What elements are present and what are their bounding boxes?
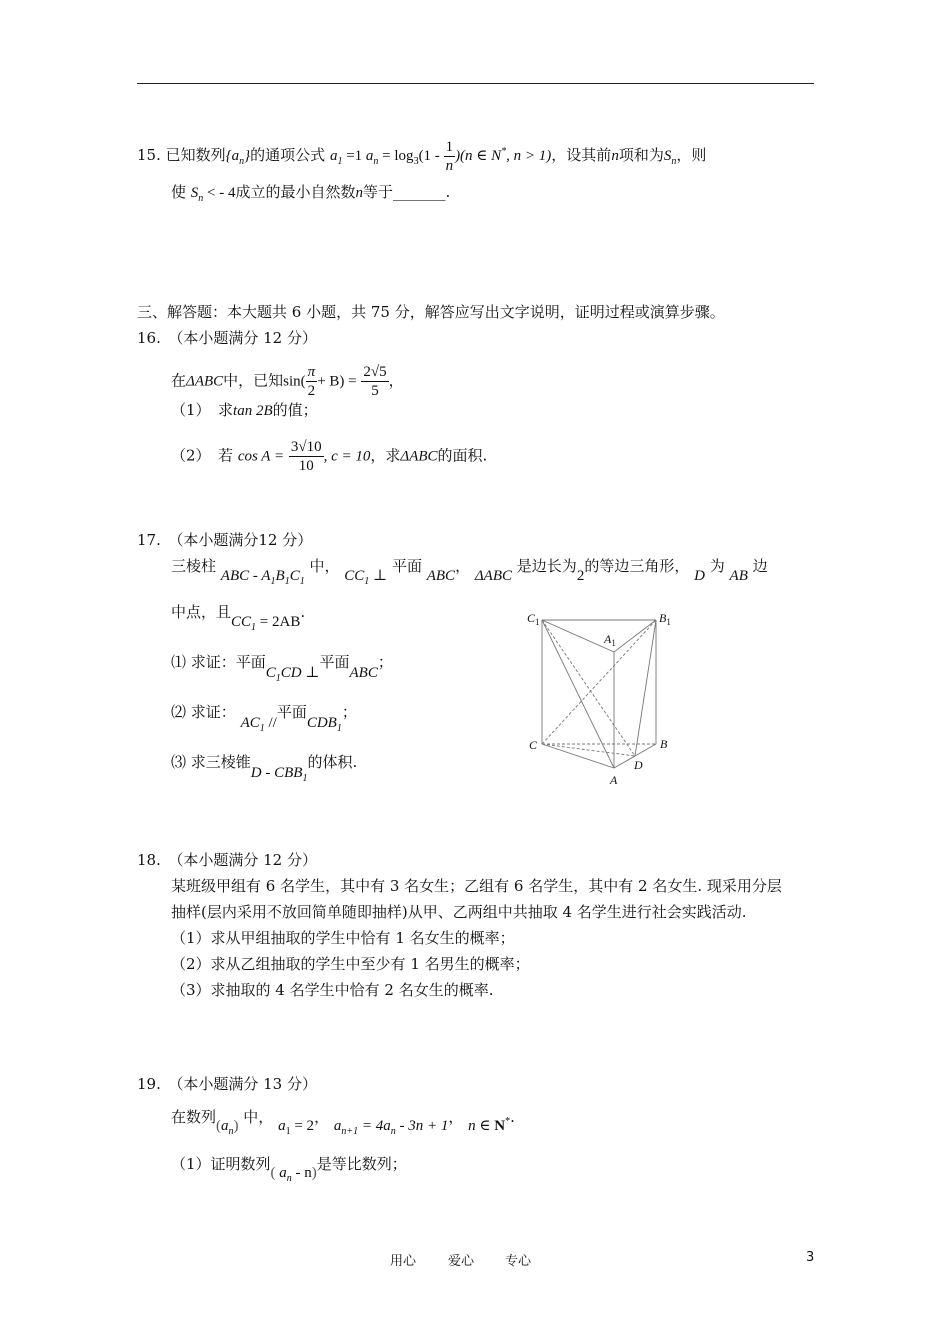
q17-prism: ABC - $A_1B_1C_1$: [220, 568, 305, 587]
q18-line1: 某班级甲组有 6 名学生，其中有 3 名女生；乙组有 6 名学生，其中有 2 名女生. 现采用分层: [171, 877, 782, 895]
q15-n-var: n: [611, 147, 619, 164]
q17-sub3: ⑶ 求三棱锥D - $CBB_1$的体积.: [171, 753, 358, 784]
q15-seq: $\{a_n\}$: [225, 147, 251, 167]
q18-line5: （3）求抽取的 4 名学生中恰有 2 名女生的概率.: [171, 981, 494, 999]
q15-condition: $S_n$ < - 4: [190, 185, 236, 204]
hidden-edge-c-d: [542, 744, 635, 756]
q15-text-3: ，设其前: [551, 145, 612, 164]
section-3-heading: 三、解答题：本大题共 6 小题，共 75 分，解答应写出文字说明，证明过程或演算步骤。: [137, 303, 725, 321]
q15-number: 15.: [137, 145, 161, 164]
q18-line4: （2）求从乙组抽取的学生中至少有 1 名男生的概率；: [171, 955, 530, 973]
q15-line2: 使 $S_n$ < - 4成立的最小自然数n等于_______.: [171, 183, 451, 204]
q15-text: 已知数列: [165, 145, 226, 164]
q15-sn: $S_n$: [663, 147, 677, 167]
label-c1: $C_1$: [527, 611, 540, 627]
q16-cos-expr: cos A =: [237, 448, 285, 465]
label-b: B: [660, 737, 668, 751]
q16-pi-fraction: $\frac{\pi}{2}$: [307, 364, 316, 399]
q16-header: 16. （本小题满分 12 分）: [137, 329, 317, 347]
q16-intro: 在ΔABC中，已知sin( $\frac{\pi}{2}$ + B) = $\frac{2√5}{5}$ ，: [171, 364, 404, 399]
q17-header: 17. （本小题满分12 分）: [137, 531, 313, 549]
q15-text-4: 项和为: [618, 145, 664, 164]
page-number: 3: [806, 1250, 815, 1265]
label-c: C: [529, 738, 538, 752]
footer-motto-1: 用心: [390, 1254, 417, 1269]
q15-blank-text: 等于_______.: [363, 183, 451, 201]
q16-triangle: ΔABC: [186, 373, 224, 390]
label-a: A: [610, 773, 618, 786]
q15-formula: $a_1 =1$ $a_n = \log_3(1$ - $\frac{1}{n}$ )(n ∈ N*, n > 1): [329, 139, 552, 174]
label-b1: $B_1$: [659, 611, 671, 627]
q15-line1: [137, 138, 706, 175]
q16-cos-fraction: $\frac{3√10}{10}$: [290, 439, 322, 474]
header-rule: [137, 83, 814, 84]
q17-line2: 中点，且$CC_1 = 2AB$.: [171, 603, 306, 633]
q19-header: 19. （本小题满分 13 分）: [137, 1075, 317, 1093]
q17-line1: 三棱柱 ABC - $A_1B_1C_1$ 中， $CC_1$ ⊥ 平面 ABC， ΔABC 是边长为2的等边三角形， D 为 AB 边: [171, 557, 768, 587]
q15-text-5: ，则: [676, 145, 707, 164]
q18-header: 18. （本小题满分 12 分）: [137, 851, 317, 869]
q16-part2: （2） 若 cos A = $\frac{3√10}{10}$ , c = 10，求ΔABC的面积.: [171, 439, 488, 474]
q16-value-fraction: $\frac{2√5}{5}$: [363, 364, 387, 399]
q19-part1: （1）证明数列( $a_n - n$)是等比数列；: [171, 1155, 407, 1184]
q15-n-var-2: n: [355, 185, 364, 201]
prism-figure: [520, 606, 680, 786]
label-a1: $A_1$: [604, 632, 616, 648]
footer-motto-3: 专心: [505, 1254, 532, 1269]
q15-text-2: 的通项公式: [250, 145, 326, 164]
q17-sub2: ⑵ 求证： $AC_1$ //平面$CDB_1$；: [171, 703, 357, 734]
q19-line1: 在数列$(a_n)$ 中， $a_1 = 2$， $a_{n+1} = 4a_n - 3n + 1$， n ∈ N*.: [171, 1108, 515, 1137]
q15-fraction: $\frac{1}{n}$: [445, 139, 454, 174]
edge-c-a: [542, 744, 614, 768]
edge-b1-d: [635, 620, 656, 756]
hidden-edge-c-b1: [542, 620, 656, 744]
q16-tan-expr: tan 2B: [233, 403, 273, 419]
footer-motto-2: 爱心: [448, 1254, 475, 1269]
label-d: D: [634, 758, 643, 772]
q18-line2: 抽样(层内采用不放回简单随即抽样)从甲、乙两组中共抽取 4 名学生进行社会实践活动.: [171, 903, 747, 921]
q18-line3: （1）求从甲组抽取的学生中恰有 1 名女生的概率；: [171, 929, 515, 947]
edge-a1-b1: [614, 620, 656, 652]
q16-part1: （1） 求tan 2B的值；: [171, 401, 318, 419]
q17-sub1: ⑴ 求证：平面$C_1CD$ ⊥平面ABC；: [171, 653, 393, 684]
